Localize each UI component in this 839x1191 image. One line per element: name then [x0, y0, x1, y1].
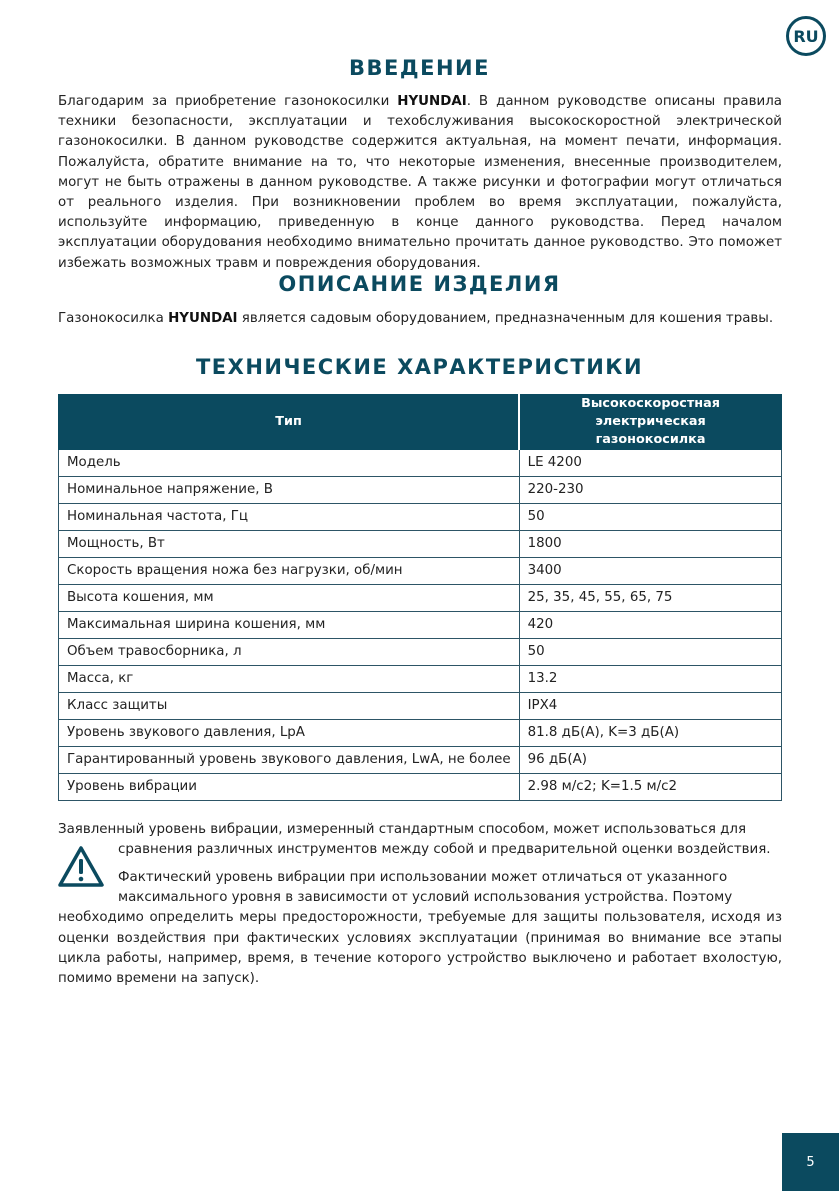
intro-text-before: Благодарим за приобретение газонокосилки — [58, 94, 398, 109]
spec-label: Мощность, Вт — [59, 531, 520, 558]
spec-value: 1800 — [519, 531, 781, 558]
vibration-note-actual — [58, 868, 782, 989]
specs-header-product-line1: Высокоскоростная электрическая — [581, 396, 720, 429]
note2-rest: необходимо определить меры предосторожности, требуемые для защиты пользователя, исходя из оценки воздействия при фактических условиях эксплуатации (принимая во внимание все этапы цикла работы, например, время, в течение которого устройство выключено и работает вхолостую, помимо времени на запуск). — [58, 910, 782, 987]
description-text-before: Газонокосилка — [58, 311, 169, 326]
note2-second-line: максимального уровня в зависимости от условий использования устройства. Поэтому — [118, 890, 733, 906]
spec-value: 220-230 — [519, 477, 781, 504]
table-row — [59, 720, 782, 747]
description-brand: HYUNDAI — [168, 311, 238, 326]
spec-label: Номинальная частота, Гц — [59, 504, 520, 531]
spec-value: 50 — [519, 504, 781, 531]
note1-rest: сравнения различных инструментов между собой и предварительной оценки воздействия. — [118, 842, 771, 858]
specs-header-type: Тип — [59, 395, 520, 450]
specs-table-body — [59, 450, 782, 801]
intro-brand: HYUNDAI — [397, 94, 467, 109]
vibration-note-declared — [58, 820, 782, 860]
spec-value: 420 — [519, 612, 781, 639]
spec-value: LE 4200 — [519, 450, 781, 477]
page-number: 5 — [782, 1133, 839, 1191]
table-row — [59, 531, 782, 558]
table-row — [59, 693, 782, 720]
specs-header-product-line2: газонокосилка — [595, 432, 706, 447]
table-row — [59, 666, 782, 693]
spec-label: Номинальное напряжение, В — [59, 477, 520, 504]
specs-header-product — [519, 395, 781, 450]
specs-table — [58, 394, 782, 801]
spec-value: IPX4 — [519, 693, 781, 720]
spec-value: 96 дБ(А) — [519, 747, 781, 774]
language-badge: RU — [786, 16, 826, 56]
spec-label: Модель — [59, 450, 520, 477]
specs-heading: ТЕХНИЧЕСКИЕ ХАРАКТЕРИСТИКИ — [195, 355, 644, 379]
table-row — [59, 450, 782, 477]
description-text-after: является садовым оборудованием, предназначенным для кошения травы. — [237, 311, 774, 326]
table-row — [59, 774, 782, 801]
spec-label: Максимальная ширина кошения, мм — [59, 612, 520, 639]
table-row — [59, 639, 782, 666]
spec-value: 3400 — [519, 558, 781, 585]
description-heading: ОПИСАНИЕ ИЗДЕЛИЯ — [278, 272, 561, 296]
spec-value: 81.8 дБ(А), K=3 дБ(А) — [519, 720, 781, 747]
table-row — [59, 558, 782, 585]
spec-label: Масса, кг — [59, 666, 520, 693]
intro-heading: ВВЕДЕНИЕ — [349, 56, 490, 80]
note1-first-line: Заявленный уровень вибрации, измеренный стандартным способом, может использоваться для — [58, 822, 747, 837]
table-row — [59, 585, 782, 612]
note2-first-line: Фактический уровень вибрации при использовании может отличаться от указанного — [118, 870, 728, 885]
spec-label: Уровень вибрации — [59, 774, 520, 801]
spec-label: Объем травосборника, л — [59, 639, 520, 666]
spec-label: Уровень звукового давления, LpA — [59, 720, 520, 747]
spec-value: 25, 35, 45, 55, 65, 75 — [519, 585, 781, 612]
specs-header-row — [59, 395, 782, 450]
table-row — [59, 612, 782, 639]
spec-label: Класс защиты — [59, 693, 520, 720]
intro-paragraph — [58, 92, 782, 274]
spec-label: Высота кошения, мм — [59, 585, 520, 612]
spec-label: Скорость вращения ножа без нагрузки, об/мин — [59, 558, 520, 585]
spec-label: Гарантированный уровень звукового давления, LwA, не более — [59, 747, 520, 774]
spec-value: 2.98 м/с2; K=1.5 м/с2 — [519, 774, 781, 801]
table-row — [59, 747, 782, 774]
table-row — [59, 477, 782, 504]
spec-value: 50 — [519, 639, 781, 666]
description-paragraph — [58, 309, 782, 329]
table-row — [59, 504, 782, 531]
spec-value: 13.2 — [519, 666, 781, 693]
intro-text-after: . В данном руководстве описаны правила техники безопасности, эксплуатации и техобслуживания высокоскоростной электрической газонокосилки. В данном руководстве содержится актуальная, на момент печати, информация. Пожалуйста, обратите внимание на то, что некоторые изменения, внесенные производителем, могут не быть отражены в данном руководстве. А также рисунки и фотографии могут отличаться от реального изделия. При возникновении проблем во время эксплуатации, пожалуйста, используйте информацию, приведенную в конце данного руководства. Перед началом эксплуатации оборудования необходимо внимательно прочитать данное руководство. Это поможет избежать возможных травм и повреждения оборудования. — [58, 94, 782, 271]
